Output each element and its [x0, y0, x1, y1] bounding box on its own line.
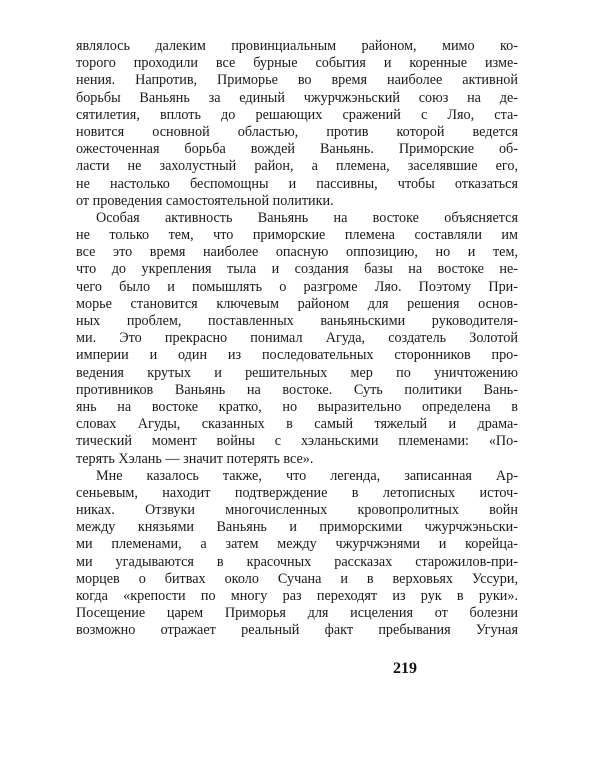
text-line: сятилетия, вплоть до решающих сражений с Ляо, ста- [76, 106, 518, 123]
text-line: морцев о битвах около Сучана и в верховьях Уссури, [76, 570, 518, 587]
text-line: ми угадываются в красочных рассказах старожилов-при- [76, 553, 518, 570]
text-line: не настолько беспомощны и пассивны, чтобы отказаться [76, 175, 518, 192]
text-line: противников Ваньянь на востоке. Суть политики Вань- [76, 381, 518, 398]
text-line: ведения крутых и решительных мер по уничтожению [76, 364, 518, 381]
text-line: морье становится ключевым районом для решения основ- [76, 295, 518, 312]
text-line: от проведения самостоятельной политики. [76, 192, 334, 209]
text-line: новится основной областью, против которой ведется [76, 123, 518, 140]
page-number: 219 [393, 660, 417, 677]
text-line: ожесточенная борьба вождей Ваньянь. Приморские об- [76, 141, 518, 158]
text-line: когда «крепости по многу раз переходят из рук в руки». [76, 588, 518, 604]
text-line: ласти не захолустный район, а племена, заселявшие его, [76, 158, 518, 175]
text-line: не только тем, что приморские племена составляли им [76, 227, 518, 244]
text-line: тический момент войны с хэланьскими племенами: «По- [76, 433, 518, 450]
text-line: словах Агуды, сказанных в самый тяжелый и драма- [76, 416, 518, 433]
text-line: между князьями Ваньянь и приморскими чжурчжэньски- [76, 519, 518, 536]
text-line: никах. Отзвуки многочисленных кровопролитных войн [76, 502, 518, 519]
text-line: Посещение царем Приморья для исцеления от болезни [76, 605, 518, 622]
text-line: нения. Напротив, Приморье во время наиболее активной [76, 72, 518, 89]
text-line: империи и один из последовательных сторонников про- [76, 347, 518, 364]
text-line: ми племенами, а затем между чжурчжэнями и корейца- [76, 536, 518, 553]
text-line: янь на востоке кратко, но выразительно определена в [76, 398, 518, 415]
body-text [76, 38, 518, 640]
text-line: что до укрепления тыла и создания базы на востоке не- [76, 261, 518, 278]
text-line: являлось далеким провинциальным районом, мимо ко- [76, 38, 518, 54]
text-line: борьбы Ваньянь за единый чжурчжэньский союз на де- [76, 89, 518, 106]
text-line: все это время наиболее опасную оппозицию, но и тем, [76, 244, 518, 261]
text-line: сеньевым, находит подтверждение в летописных источ- [76, 484, 518, 501]
paragraph-start-line: Мне казалось также, что легенда, записанная Ар- [96, 467, 518, 484]
text-line: возможно отражает реальный факт пребывания Угуная [76, 622, 518, 639]
paragraph-start-line: Особая активность Ваньянь на востоке объясняется [96, 209, 518, 226]
text-line: ми. Это прекрасно понимал Агуда, создатель Золотой [76, 330, 518, 347]
text-line: терять Хэлань — значит потерять все». [76, 450, 314, 467]
text-line: торого проходили все бурные события и коренные изме- [76, 55, 518, 72]
text-line: ных проблем, поставленных ваньяньскими руководителя- [76, 313, 518, 329]
text-line: чего было и помышлять о разгроме Ляо. Поэтому При- [76, 278, 518, 295]
